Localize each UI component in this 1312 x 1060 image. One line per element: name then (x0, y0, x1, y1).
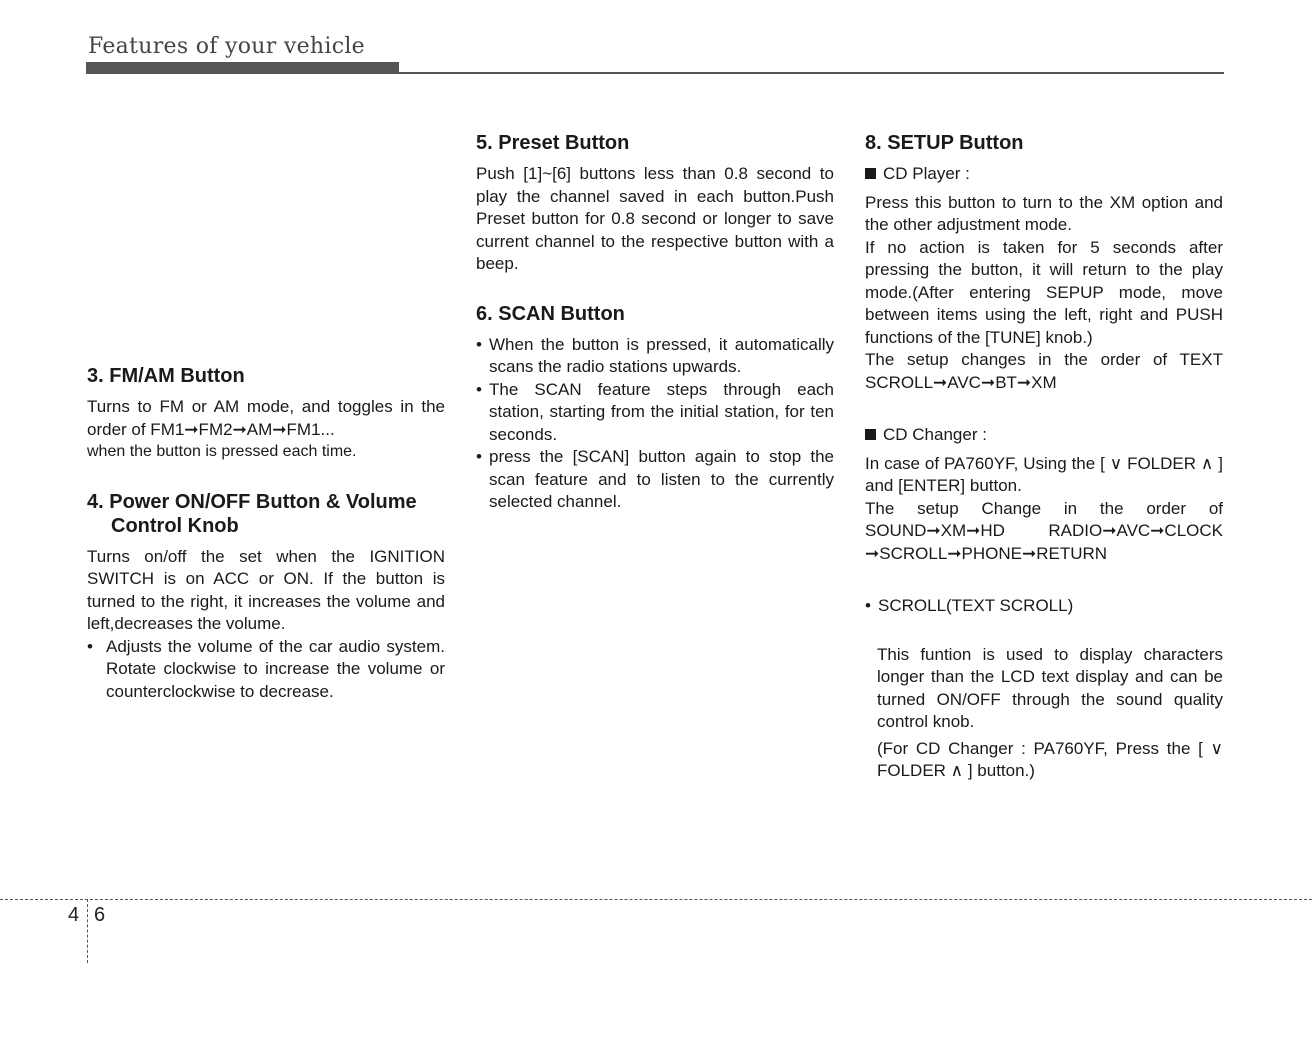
preset-text: Push [1]~[6] buttons less than 0.8 second to play the channel saved in each button.Push Preset button for 0.8 second or longer to save current channel to the respective button with a beep. (476, 164, 834, 273)
footer-rule (0, 899, 1312, 900)
page-chapter-number: 4 (68, 904, 80, 926)
scan-bullet: • When the button is pressed, it automatically scans the radio stations upwards. (476, 334, 834, 379)
footer-divider (87, 899, 88, 963)
cd-player-text-1: Press this button to turn to the XM option and the other adjustment mode. (865, 192, 1223, 234)
setup-section (865, 131, 1223, 783)
preset-heading: 5. Preset Button (476, 132, 630, 154)
scroll-bullet: • SCROLL(TEXT SCROLL) (865, 595, 1223, 618)
scroll-bullet-list (865, 595, 1223, 618)
scan-bullet: • press the [SCAN] button again to stop the scan feature and to listen to the currently selected channel. (476, 446, 834, 514)
column-right (865, 131, 1223, 783)
scroll-text-2: (For CD Changer : PA760YF, Press the [ ∨ FOLDER ∧ ] button.) (877, 738, 1223, 780)
scan-heading: 6. SCAN Button (476, 302, 625, 325)
column-left (87, 364, 445, 703)
square-bullet-icon (865, 168, 876, 179)
scan-bullet-list (476, 334, 834, 514)
scan-section (476, 302, 834, 514)
power-section (87, 490, 445, 704)
cd-player-label-row (865, 163, 1223, 186)
power-heading: 4. Power ON/OFF Button & Volume Control Knob (87, 490, 417, 537)
page-number: 6 (94, 904, 106, 926)
scan-bullet: • The SCAN feature steps through each station, starting from the initial station, for ten seconds. (476, 379, 834, 447)
cd-changer-label: CD Changer : (883, 425, 987, 444)
power-bullet: • Adjusts the volume of the car audio system. Rotate clockwise to increase the volume or counterclockwise to decrease. (87, 636, 445, 704)
cd-player-text-3: The setup changes in the order of TEXT SCROLL➞AVC➞BT➞XM (865, 350, 1223, 392)
fm-am-text: Turns to FM or AM mode, and toggles in the order of FM1➞FM2➞AM➞FM1... (87, 397, 445, 439)
power-bullet-list (87, 636, 445, 704)
power-text: Turns on/off the set when the IGNITION SWITCH is on ACC or ON. If the button is turned to the right, it increases the volume and left,decreases the volume. (87, 546, 445, 633)
header-rule (86, 72, 1224, 74)
cd-player-label: CD Player : (883, 164, 970, 183)
fm-am-section (87, 364, 445, 464)
cd-player-text-2: If no action is taken for 5 seconds after pressing the button, it will return to the play mode.(After entering SEPUP mode, move between items using the left, right and PUSH functions of the [TUNE] knob.) (865, 237, 1223, 347)
cd-changer-text-2: The setup Change in the order of SOUND➞XM➞HD RADIO➞AVC➞CLOCK ➞SCROLL➞PHONE➞RETURN (865, 498, 1223, 563)
header-title: Features of your vehicle (88, 34, 365, 59)
fm-am-text-2: when the button is pressed each time. (87, 443, 357, 460)
column-middle (476, 131, 834, 514)
scroll-text-1: This funtion is used to display characters longer than the LCD text display and can be turned ON/OFF through the sound quality control knob. (877, 644, 1223, 731)
cd-changer-label-row (865, 424, 1223, 447)
preset-section (476, 131, 834, 276)
cd-changer-text-1: In case of PA760YF, Using the [ ∨ FOLDER ∧ ] and [ENTER] button. (865, 453, 1223, 495)
square-bullet-icon (865, 429, 876, 440)
fm-am-heading: 3. FM/AM Button (87, 365, 245, 387)
setup-heading: 8. SETUP Button (865, 132, 1024, 154)
